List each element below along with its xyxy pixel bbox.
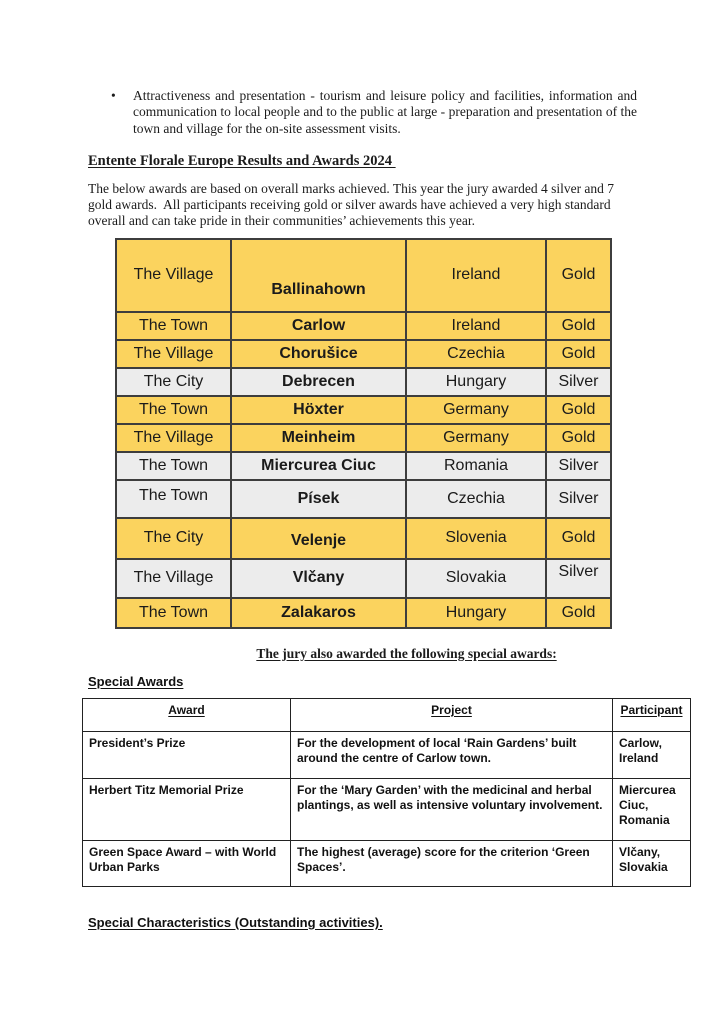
award-cell: Gold [546, 598, 611, 628]
bullet-icon: • [111, 88, 116, 103]
award-cell: Silver [546, 452, 611, 480]
place-name-cell: Carlow [231, 312, 406, 340]
place-name-cell: Miercurea Ciuc [231, 452, 406, 480]
header-participant: Participant [613, 698, 691, 731]
place-name-cell: Velenje [231, 518, 406, 559]
participant-cell: Vlčany, Slovakia [613, 840, 691, 886]
category-cell: The Town [116, 480, 231, 518]
results-table [115, 238, 612, 629]
award-cell: Gold [546, 340, 611, 368]
award-cell: Gold [546, 518, 611, 559]
results-table-row [116, 480, 611, 518]
project-cell: For the ‘Mary Garden’ with the medicinal and herbal plantings, as well as intensive voluntary involvement. [291, 778, 613, 840]
award-cell: Gold [546, 396, 611, 424]
results-table-row [116, 239, 611, 312]
category-cell: The Village [116, 340, 231, 368]
results-table-row [116, 340, 611, 368]
country-cell: Hungary [406, 368, 546, 396]
place-name-cell: Debrecen [231, 368, 406, 396]
category-cell: The Town [116, 598, 231, 628]
country-cell: Czechia [406, 340, 546, 368]
country-cell: Germany [406, 396, 546, 424]
participant-cell: Miercurea Ciuc, Romania [613, 778, 691, 840]
intro-paragraph: The below awards are based on overall marks achieved. This year the jury awarded 4 silver and 7 gold awards. All participants receiving gold or silver awards have achieved a very high standard overall and can take pride in their communities’ achievements this year. [88, 180, 615, 229]
award-cell: Gold [546, 312, 611, 340]
category-cell: The Village [116, 559, 231, 598]
header-project: Project [291, 698, 613, 731]
project-cell: For the development of local ‘Rain Gardens’ built around the centre of Carlow town. [291, 731, 613, 778]
award-cell: Silver [546, 368, 611, 396]
category-cell: The Town [116, 312, 231, 340]
place-name-cell: Zalakaros [231, 598, 406, 628]
special-awards-table [82, 698, 691, 887]
special-awards-row [83, 731, 691, 778]
country-cell: Czechia [406, 480, 546, 518]
special-characteristics-heading: Special Characteristics (Outstanding activities). [88, 914, 383, 930]
category-cell: The Town [116, 396, 231, 424]
results-table-row [116, 452, 611, 480]
special-award-cell: Herbert Titz Memorial Prize [83, 778, 291, 840]
award-cell: Gold [546, 424, 611, 452]
category-cell: The Town [116, 452, 231, 480]
place-name-cell: Vlčany [231, 559, 406, 598]
award-cell: Gold [546, 239, 611, 312]
country-cell: Ireland [406, 239, 546, 312]
country-cell: Romania [406, 452, 546, 480]
country-cell: Slovakia [406, 559, 546, 598]
results-table-row [116, 424, 611, 452]
bullet-text: Attractiveness and presentation - tourism and leisure policy and facilities, information and communication to local people and to the public at large - preparation and presentation of the town and village for the on-site assessment visits. [133, 88, 637, 136]
results-table-row [116, 396, 611, 424]
category-cell: The City [116, 518, 231, 559]
results-table-row [116, 559, 611, 598]
results-table-row [116, 368, 611, 396]
place-name-cell: Höxter [231, 396, 406, 424]
special-awards-header-row [83, 698, 691, 731]
category-cell: The Village [116, 424, 231, 452]
place-name-cell: Meinheim [231, 424, 406, 452]
special-awards-heading: Special Awards [88, 673, 184, 689]
results-table-row [116, 312, 611, 340]
jury-special-awards-line: The jury also awarded the following special awards: [256, 645, 557, 661]
special-award-cell: Green Space Award – with World Urban Parks [83, 840, 291, 886]
place-name-cell: Chorušice [231, 340, 406, 368]
place-name-cell: Písek [231, 480, 406, 518]
results-table-row [116, 598, 611, 628]
country-cell: Germany [406, 424, 546, 452]
category-cell: The Village [116, 239, 231, 312]
place-name-cell: Ballinahown [231, 239, 406, 312]
award-cell: Silver [546, 559, 611, 598]
header-award: Award [83, 698, 291, 731]
results-table-row [116, 518, 611, 559]
category-cell: The City [116, 368, 231, 396]
project-cell: The highest (average) score for the criterion ‘Green Spaces’. [291, 840, 613, 886]
bullet-item [88, 88, 637, 137]
country-cell: Hungary [406, 598, 546, 628]
results-heading: Entente Florale Europe Results and Awards 2024 [88, 152, 396, 169]
country-cell: Slovenia [406, 518, 546, 559]
special-awards-row [83, 840, 691, 886]
special-award-cell: President’s Prize [83, 731, 291, 778]
special-awards-row [83, 778, 691, 840]
participant-cell: Carlow, Ireland [613, 731, 691, 778]
country-cell: Ireland [406, 312, 546, 340]
award-cell: Silver [546, 480, 611, 518]
